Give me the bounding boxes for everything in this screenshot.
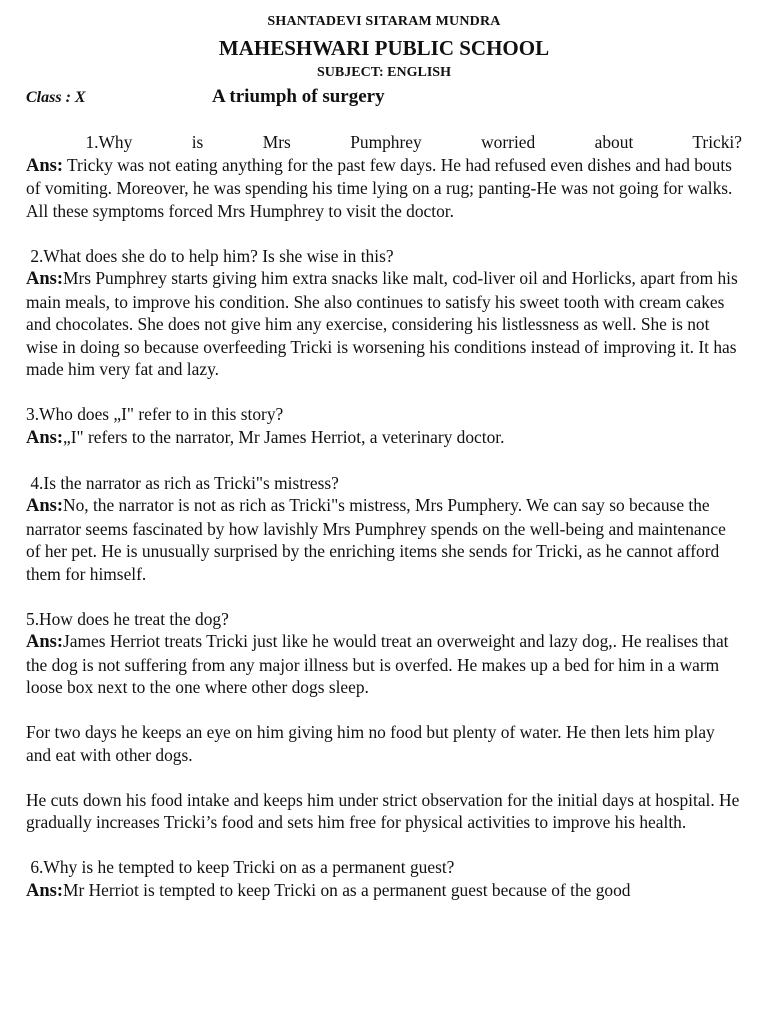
subject-line: SUBJECT: ENGLISH — [317, 65, 451, 80]
question-number: 5. — [26, 608, 40, 629]
question-text: How does he treat the dog? — [39, 608, 229, 629]
paragraph-block-2 — [26, 789, 742, 834]
answer-4 — [26, 494, 742, 585]
answer-text: Mrs Pumphrey starts giving him extra snacks like malt, cod-liver oil and Horlicks, apart from his main meals, to improve his condition. She also continues to satisfy his sweet tooth with cream cakes and chocolates. She does not give him any exercise, considering his listlessness as well. She is not wise in doing so because overfeeding Tricki is worsening his conditions instead of improving it. It has made him very fat and lazy. — [26, 268, 738, 379]
answer-text: Tricky was not eating anything for the past few days. He had refused even dishes and had bouts of vomiting. Moreover, he was spending his time lying on a rug; panting-He was not going for walks. All these symptoms forced Mrs Humphrey to visit the doctor. — [26, 154, 733, 221]
answer-2 — [26, 267, 742, 381]
qa-item-2 — [26, 245, 742, 381]
question-text: Why is Mrs Pumphrey worried about Tricki? — [98, 132, 742, 152]
school-name: MAHESHWARI PUBLIC SCHOOL — [218, 36, 550, 60]
answer-label: Ans: — [26, 155, 64, 176]
answer-label: Ans: — [26, 632, 64, 652]
answer-label: Ans: — [26, 269, 64, 289]
answer-label: Ans: — [26, 427, 64, 448]
body-paragraph: He cuts down his food intake and keeps him under strict observation for the initial days at hospital. He gradually increases Tricki’s food and sets him free for physical activities to improve his health. — [26, 789, 740, 832]
document-body — [26, 131, 742, 925]
question-text: Why is he tempted to keep Tricki on as a permanent guest? — [43, 857, 455, 877]
question-number: 1. — [85, 132, 99, 152]
organization-name: SHANTADEVI SITARAM MUNDRA — [267, 14, 501, 29]
body-paragraph: For two days he keeps an eye on him giving him no food but plenty of water. He then lets him play and eat with other dogs. — [26, 722, 715, 765]
qa-item-1 — [26, 131, 742, 222]
answer-1 — [26, 154, 742, 223]
question-6 — [26, 856, 742, 879]
answer-label: Ans: — [26, 496, 64, 516]
question-number: 2. — [30, 245, 44, 266]
question-number: 4. — [30, 472, 44, 493]
answer-text: „I" refers to the narrator, Mr James Herriot, a veterinary doctor. — [63, 426, 505, 447]
question-2 — [26, 245, 742, 268]
chapter-title: A triumph of surgery — [212, 86, 385, 107]
question-text: What does she do to help him? Is she wise in this? — [43, 245, 394, 266]
question-number: 6. — [30, 857, 44, 877]
answer-text: Mr Herriot is tempted to keep Tricki on as a permanent guest because of the good — [63, 879, 631, 900]
question-4 — [26, 472, 742, 495]
question-number: 3. — [26, 404, 40, 424]
paragraph-block-1 — [26, 721, 742, 766]
question-text: Is the narrator as rich as Tricki"s mistress? — [43, 472, 339, 493]
answer-5 — [26, 630, 742, 699]
qa-item-5 — [26, 608, 742, 699]
class-label: Class : X — [26, 89, 86, 106]
answer-6 — [26, 879, 742, 903]
answer-text: James Herriot treats Tricki just like he would treat an overweight and lazy dog,. He realises that the dog is not suffering from any major illness but is overfed. He makes up a bed for him in a warm loose box next to the one where other dogs sleep. — [26, 631, 729, 697]
qa-item-4 — [26, 472, 742, 586]
question-5 — [26, 608, 742, 631]
answer-3 — [26, 426, 742, 450]
question-1 — [26, 131, 742, 154]
question-text: Who does „I" refer to in this story? — [39, 404, 284, 424]
qa-item-3 — [26, 403, 742, 449]
qa-item-6 — [26, 856, 742, 902]
question-3 — [26, 403, 742, 426]
answer-text: No, the narrator is not as rich as Tricki"s mistress, Mrs Pumphery. We can say so because the narrator seems fascinated by how lavishly Mrs Pumphrey spends on the well-being and maintenance of her pet. He is unusually surprised by the enriching items she sends for Tricki, as he cannot afford them for himself. — [26, 495, 726, 584]
answer-label: Ans: — [26, 880, 64, 901]
